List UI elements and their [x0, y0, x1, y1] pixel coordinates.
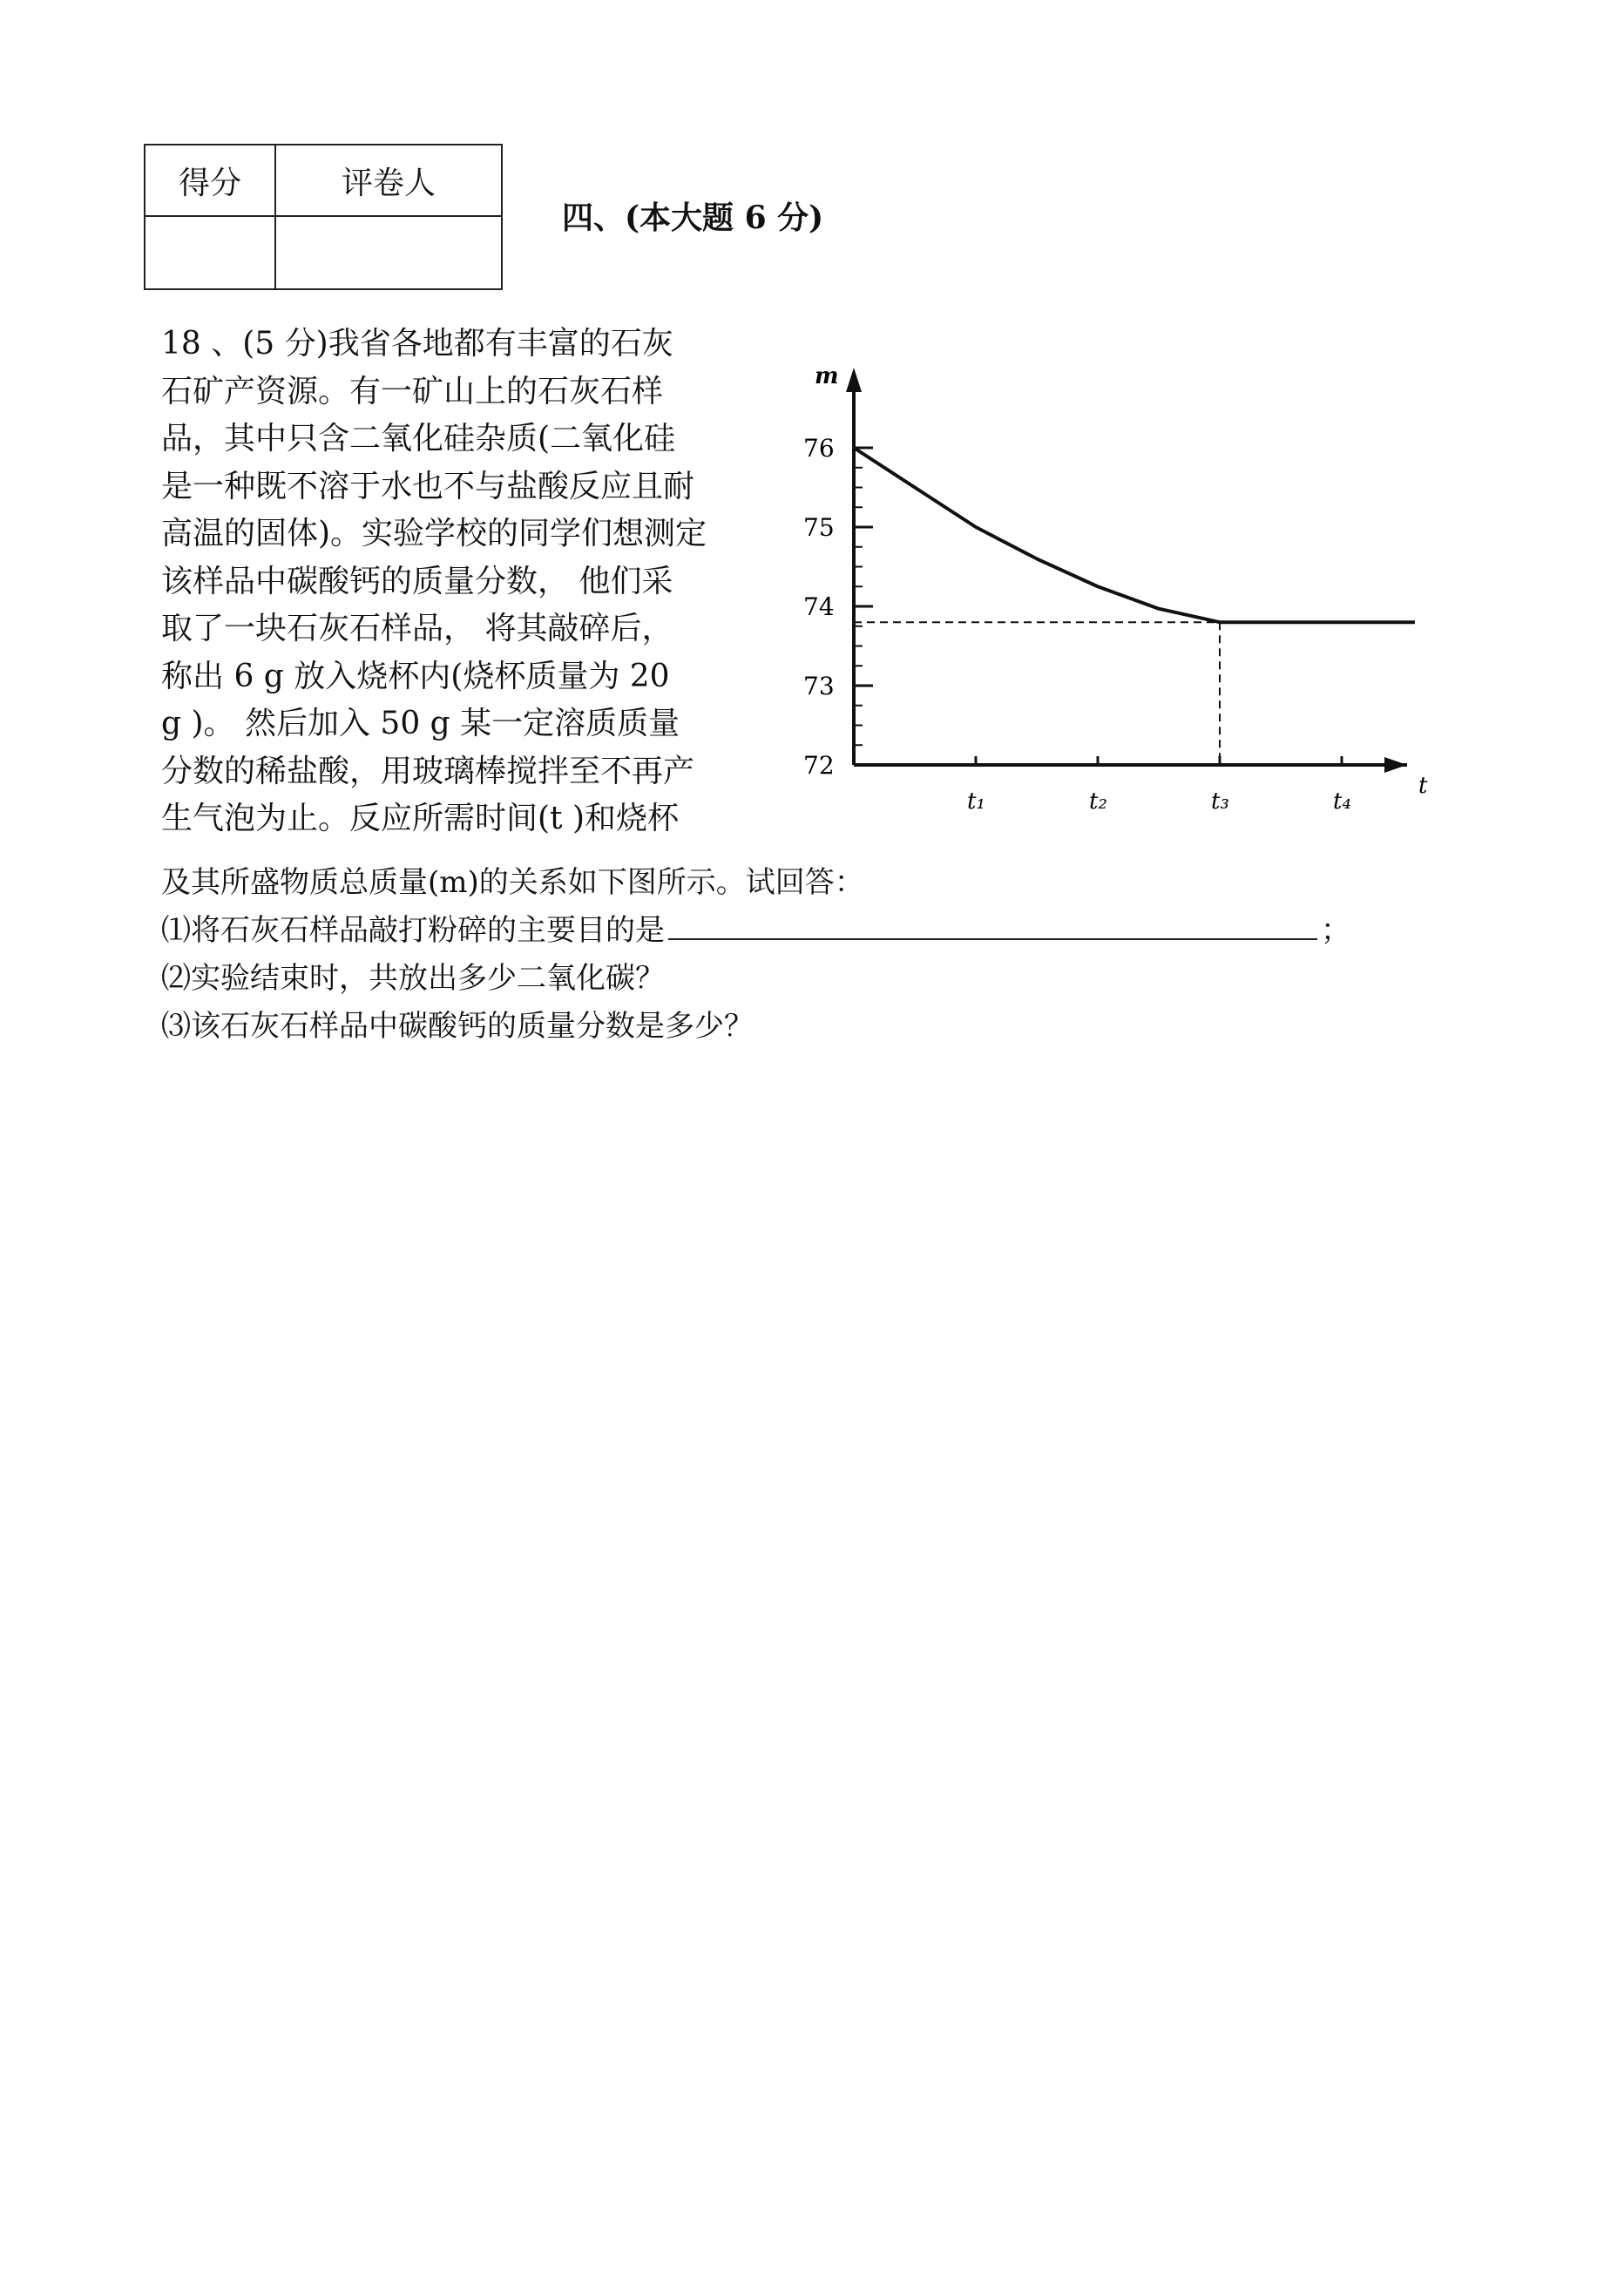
continuation-line: 及其所盛物质总质量(m)的关系如下图所示。试回答： — [161, 865, 864, 900]
question-line: 称出 6 g 放入烧杯内(烧杯质量为 20 — [161, 658, 670, 694]
question-line: 高温的固体)。实验学校的同学们想测定 — [161, 516, 707, 551]
sub-question-1 — [161, 907, 1468, 955]
question-line: 18 、(5 分)我省各地都有丰富的石灰 — [161, 326, 673, 362]
y-tick-label: 73 — [803, 672, 835, 700]
question-line: 生气泡为止。反应所需时间(t )和烧杯 — [161, 801, 680, 836]
question-line: 品，其中只含二氧化硅杂质(二氧化硅 — [161, 421, 676, 457]
sub-question-3: ⑶该石灰石样品中碳酸钙的质量分数是多少？ — [161, 1009, 754, 1044]
y-axis-label: m — [815, 363, 839, 389]
grader-value-cell — [275, 216, 502, 289]
answer-blank[interactable] — [668, 912, 1317, 940]
y-tick-label: 76 — [803, 434, 835, 463]
x-tick-label: t₄ — [1333, 788, 1351, 815]
score-table — [144, 144, 503, 290]
y-axis-arrow — [846, 368, 862, 392]
sub-question-2: ⑵实验结束时，共放出多少二氧化碳？ — [161, 961, 665, 996]
question-line: 该样品中碳酸钙的质量分数， 他们采 — [161, 563, 673, 599]
mass-time-chart — [784, 348, 1446, 836]
score-label: 得分 — [145, 145, 275, 216]
score-value-cell — [145, 216, 275, 289]
question-line: g )。 然后加入 50 g 某一定溶质质量 — [161, 706, 680, 741]
section-heading: 四、(本大题 6 分) — [562, 200, 824, 236]
x-tick-label: t₁ — [967, 788, 985, 815]
question-line: 石矿产资源。有一矿山上的石灰石样 — [161, 373, 664, 409]
grader-label: 评卷人 — [275, 145, 502, 216]
x-tick-label: t₂ — [1089, 788, 1107, 815]
y-tick-label: 75 — [803, 513, 835, 542]
x-axis-arrow — [1384, 757, 1407, 773]
mass-curve — [854, 448, 1415, 622]
question-continuation — [161, 859, 1468, 1051]
x-tick-label: t₃ — [1211, 788, 1229, 815]
y-tick-label: 72 — [803, 751, 835, 780]
sub-question-1-suffix: ； — [1321, 913, 1350, 948]
question-line: 是一种既不溶于水也不与盐酸反应且耐 — [161, 468, 695, 504]
x-axis-label: t — [1418, 773, 1428, 799]
question-line: 分数的稀盐酸，用玻璃棒搅拌至不再产 — [161, 753, 695, 789]
question-18-text — [161, 321, 771, 843]
question-line: 取了一块石灰石样品， 将其敲碎后， — [161, 611, 673, 646]
sub-question-1-text: ⑴将石灰石样品敲打粉碎的主要目的是 — [161, 913, 665, 948]
y-tick-label: 74 — [803, 592, 835, 621]
